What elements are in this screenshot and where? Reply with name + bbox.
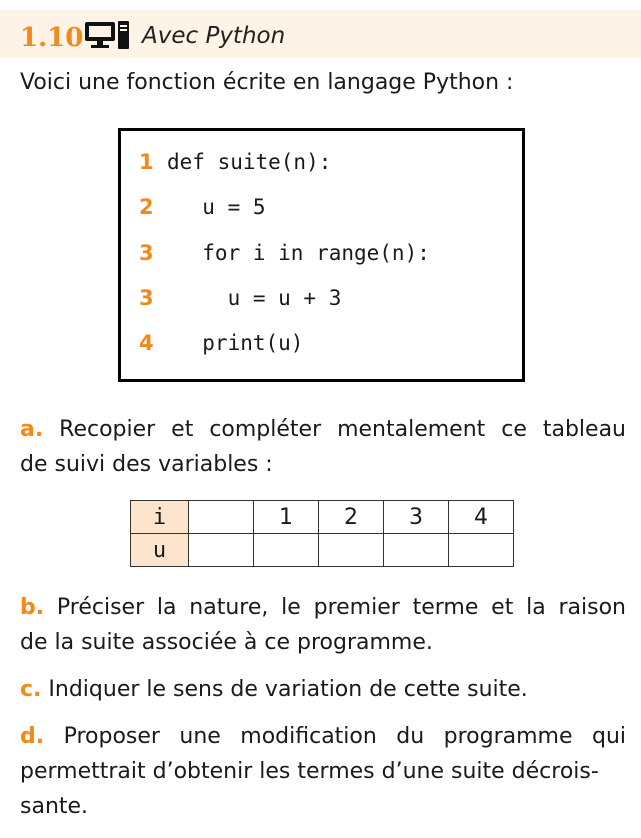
row-header-u: u (131, 534, 189, 567)
exercise-header (0, 10, 641, 58)
table-cell (189, 501, 254, 534)
table-cell: 1 (254, 501, 319, 534)
question-label: a. (20, 417, 44, 442)
question-a-line (20, 412, 626, 447)
question-a-text-2: de suivi des variables : (20, 452, 273, 477)
question-a (20, 412, 626, 482)
question-label: d. (20, 724, 45, 749)
question-label: c. (20, 677, 42, 702)
code-text: u = 5 (177, 195, 266, 219)
code-text: def suite(n): (167, 150, 332, 174)
row-header-i: i (131, 501, 189, 534)
question-c (20, 672, 626, 707)
question-d-text-1: Proposer une modification du programme qui (63, 724, 626, 749)
code-text: for i in range(n): (177, 241, 430, 265)
question-label: b. (20, 595, 45, 620)
table-cell: 4 (449, 501, 514, 534)
code-text: u = u + 3 (177, 286, 342, 310)
question-b-line (20, 590, 626, 625)
code-block (118, 128, 525, 382)
variable-tracking-table (130, 500, 514, 567)
question-c-line (20, 672, 626, 707)
exercise-title: Avec Python (142, 23, 286, 49)
code-text: print(u) (177, 331, 304, 355)
line-number: 3 (139, 286, 154, 310)
question-c-text-1: Indiquer le sens de variation de cette suite. (48, 677, 528, 702)
question-d-text-3: sante. (20, 794, 89, 819)
table-cell (449, 534, 514, 567)
table-row (131, 501, 514, 534)
question-d-text-2: permettrait d’obtenir les termes d’une suite décrois- (20, 759, 599, 784)
table-cell (189, 534, 254, 567)
exercise-number: 1.10 (20, 23, 84, 53)
table-cell: 3 (384, 501, 449, 534)
line-number: 2 (139, 195, 154, 219)
question-d (20, 719, 626, 824)
line-number: 1 (139, 150, 154, 174)
computer-icon (84, 20, 130, 50)
table-row (131, 534, 514, 567)
table-cell (384, 534, 449, 567)
line-number: 3 (139, 241, 154, 265)
table-cell (254, 534, 319, 567)
table-cell (319, 534, 384, 567)
question-b-text-2: de la suite associée à ce programme. (20, 630, 433, 655)
question-d-line (20, 719, 626, 754)
line-number: 4 (139, 331, 154, 355)
table-cell: 2 (319, 501, 384, 534)
question-a-text-1: Recopier et compléter mentalement ce tableau (59, 417, 626, 442)
question-b (20, 590, 626, 660)
intro-text: Voici une fonction écrite en langage Python : (20, 70, 514, 95)
question-b-text-1: Préciser la nature, le premier terme et la raison (56, 595, 626, 620)
